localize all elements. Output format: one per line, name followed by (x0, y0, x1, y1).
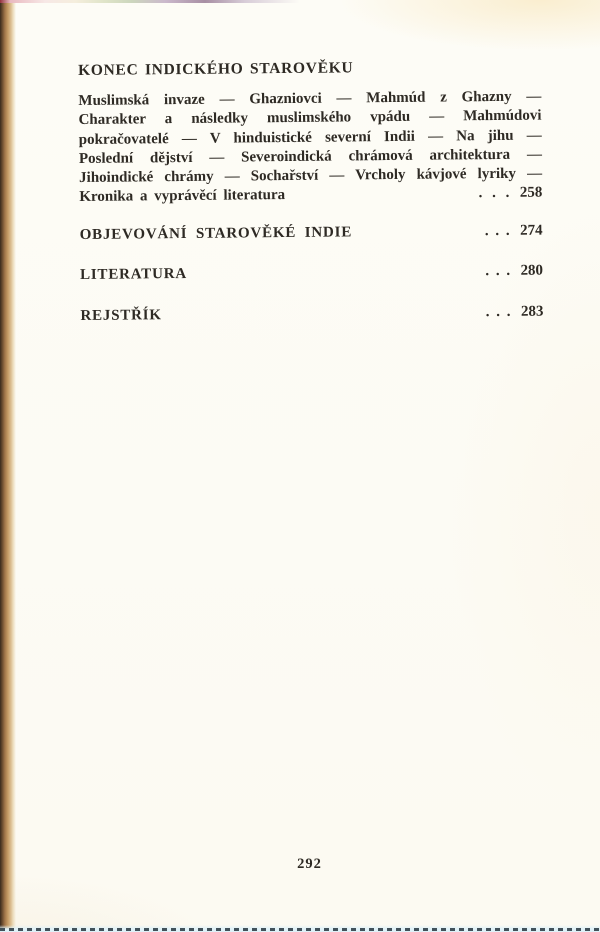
toc-page-ref (478, 184, 542, 204)
toc-page-number: 280 (520, 262, 544, 280)
toc-entry (80, 301, 543, 325)
toc-entry-label: REJSTŘÍK (80, 306, 162, 324)
toc-dots: . . . (485, 263, 512, 280)
toc-dots: . . . (478, 185, 511, 202)
toc-section-heading: KONEC INDICKÉHO STAROVĚKU (78, 59, 354, 79)
toc-entry (80, 261, 543, 285)
chapter-summary (78, 88, 542, 208)
summary-line: Poslední dějství — Severoindická chrámová architektura — (78, 146, 542, 167)
toc-entry-label: OBJEVOVÁNÍ STAROVĚKÉ INDIE (79, 224, 353, 243)
toc-page-number: 274 (520, 222, 543, 239)
summary-line: Charakter a následky muslimského vpádu — Mahmúdovi (78, 107, 542, 129)
toc-entry (80, 220, 543, 244)
toc-page-ref (486, 301, 544, 322)
toc-entry-label: LITERATURA (79, 266, 188, 284)
summary-line: Kronika a vyprávěcí literatura (79, 187, 286, 206)
toc-page-number: 258 (519, 185, 543, 202)
summary-last-line (79, 184, 542, 208)
table-of-contents (78, 58, 544, 347)
toc-page-ref (485, 261, 543, 282)
scan-artifact-top-line (0, 0, 300, 3)
book-spine-edge (0, 0, 16, 932)
toc-page-ref (485, 220, 543, 241)
summary-line: pokračovatelé — V hinduistické severní Indii — Na jihu — (78, 127, 542, 148)
folio-page-number: 292 (297, 856, 322, 872)
toc-dots: . . . (484, 222, 512, 239)
toc-page-number: 283 (520, 303, 544, 320)
summary-line: Muslimská invaze — Ghazniovci — Mahmúd z Ghazny — (78, 88, 542, 109)
toc-dots: . . . (485, 303, 512, 320)
summary-line: Jihoindické chrámy — Sochařství — Vrcholy kávjové lyriky — (79, 165, 543, 187)
scan-artifact-bottom-dashed-line (0, 928, 600, 931)
